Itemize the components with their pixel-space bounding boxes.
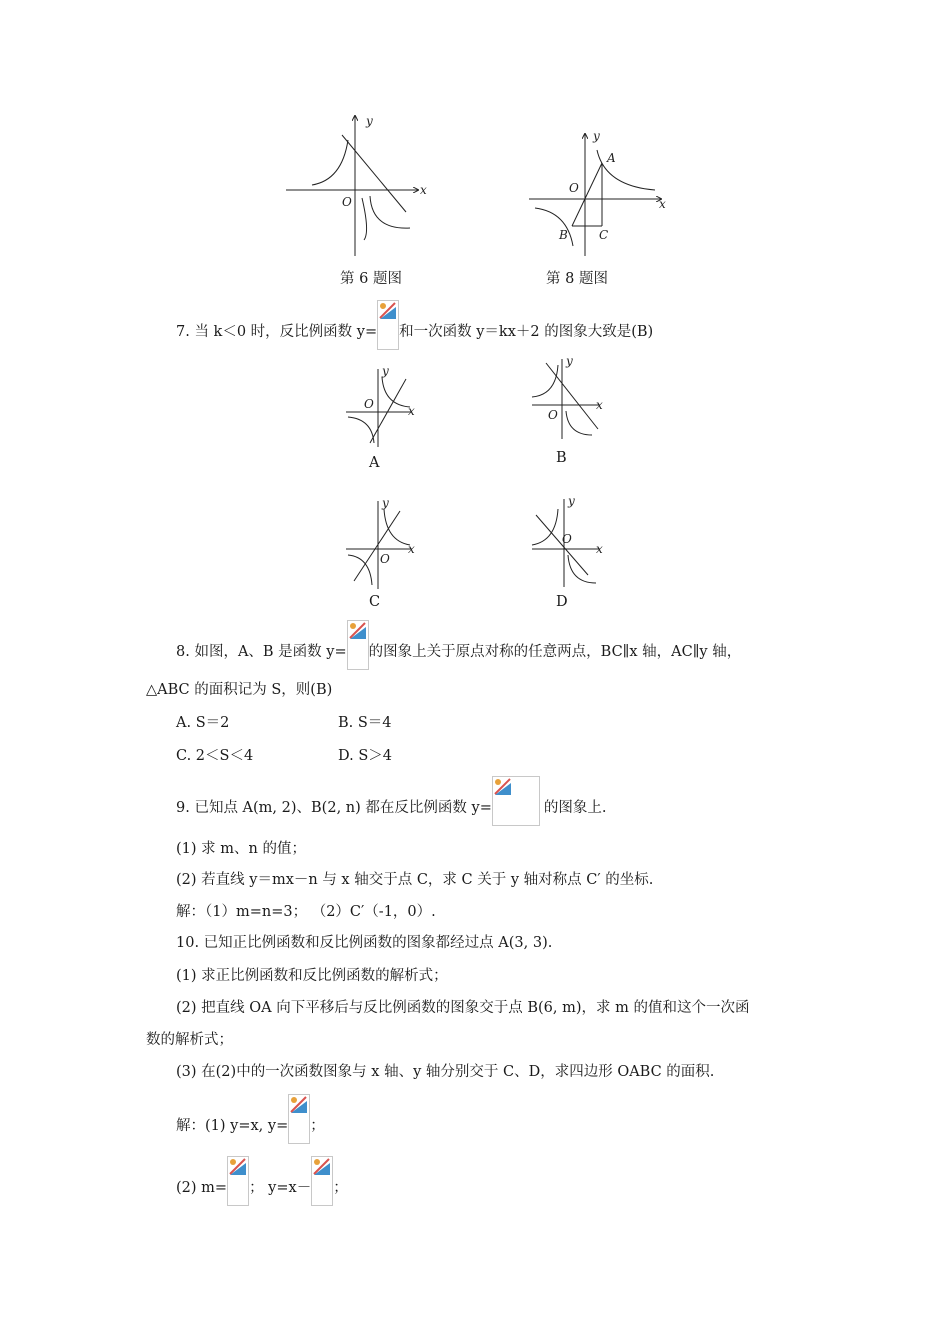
figure-6-caption: 第 6 题图 [340, 271, 402, 287]
q7a-y-label: y [382, 364, 389, 378]
figure-6-graph [280, 110, 430, 260]
fig8-x-label: x [659, 197, 666, 211]
q10-answer-1: 解：(1) y=x, y= ； [176, 1108, 325, 1144]
figure-8-graph [525, 128, 675, 260]
q10-part1: (1) 求正比例函数和反比例函数的解析式； [176, 968, 448, 984]
fig8-y-label: y [593, 129, 600, 143]
q8-option-b: B. S＝4 [338, 715, 392, 731]
q7b-y-label: y [566, 354, 573, 368]
q10-part3: (3) 在(2)中的一次函数图象与 x 轴、y 轴分别交于 C、D，求四边形 OABC 的面积. [176, 1064, 715, 1080]
figure-8-caption: 第 8 题图 [546, 271, 608, 287]
q7a-x-label: x [408, 404, 415, 418]
broken-image-icon [227, 1156, 249, 1206]
fig8-point-a: A [607, 151, 616, 165]
q10-stem: 10. 已知正比例函数和反比例函数的图象都经过点 A(3, 3). [176, 935, 553, 951]
q7b-x-label: x [596, 398, 603, 412]
q7d-origin-label: O [562, 532, 572, 546]
fig8-point-b: B [559, 228, 568, 242]
fig8-point-c: C [599, 228, 609, 242]
q9-answer: 解：（1）m=n=3； （2）C′（-1，0）. [176, 904, 436, 920]
q8-option-c: C. 2＜S＜4 [176, 748, 254, 764]
q7c-y-label: y [382, 496, 389, 510]
broken-image-icon [377, 300, 399, 350]
q8-option-d: D. S＞4 [338, 748, 392, 764]
q7-option-c-label: C [369, 594, 381, 610]
fig8-origin-label: O [569, 181, 579, 195]
q7-option-a-label: A [369, 455, 380, 471]
q7-option-a-graph [340, 365, 420, 450]
q7d-y-label: y [568, 494, 575, 508]
broken-image-icon [492, 776, 540, 826]
broken-image-icon [288, 1094, 310, 1144]
q9-stem: 9. 已知点 A(m, 2)、B(2, n) 都在反比例函数 y= 的图象上. [176, 790, 606, 826]
fig6-origin-label: O [342, 195, 352, 209]
q7-option-d-label: D [556, 594, 568, 610]
broken-image-icon [347, 620, 369, 670]
q10-answer-2: (2) m= ； y=x－ ； [176, 1170, 348, 1206]
q7-option-b-label: B [556, 450, 567, 466]
q7-option-b-graph [528, 355, 608, 440]
q7-option-d-graph [528, 495, 608, 590]
broken-image-icon [311, 1156, 333, 1206]
q8-option-a: A. S＝2 [176, 715, 230, 731]
q7c-origin-label: O [380, 552, 390, 566]
q9-part1: (1) 求 m、n 的值； [176, 841, 306, 857]
q8-stem: 8. 如图，A、B 是函数 y= 的图象上关于原点对称的任意两点，BC∥x 轴，AC∥y 轴， [176, 634, 741, 670]
q7-stem: 7. 当 k＜0 时，反比例函数 y= 和一次函数 y＝kx＋2 的图象大致是(B) [176, 314, 653, 350]
q10-part2-line2: 数的解析式； [146, 1032, 233, 1048]
q7d-x-label: x [596, 542, 603, 556]
q7-option-c-graph [340, 497, 420, 592]
q7c-x-label: x [408, 542, 415, 556]
q9-part2: (2) 若直线 y＝mx－n 与 x 轴交于点 C，求 C 关于 y 轴对称点 C′ 的坐标. [176, 872, 654, 888]
q10-part2-line1: (2) 把直线 OA 向下平移后与反比例函数的图象交于点 B(6, m)，求 m 的值和这个一次函 [176, 1000, 750, 1016]
fig6-y-label: y [366, 114, 373, 128]
q7b-origin-label: O [548, 408, 558, 422]
q7a-origin-label: O [364, 397, 374, 411]
q8-stem-line2: △ABC 的面积记为 S，则(B) [146, 682, 333, 698]
fig6-x-label: x [420, 183, 427, 197]
